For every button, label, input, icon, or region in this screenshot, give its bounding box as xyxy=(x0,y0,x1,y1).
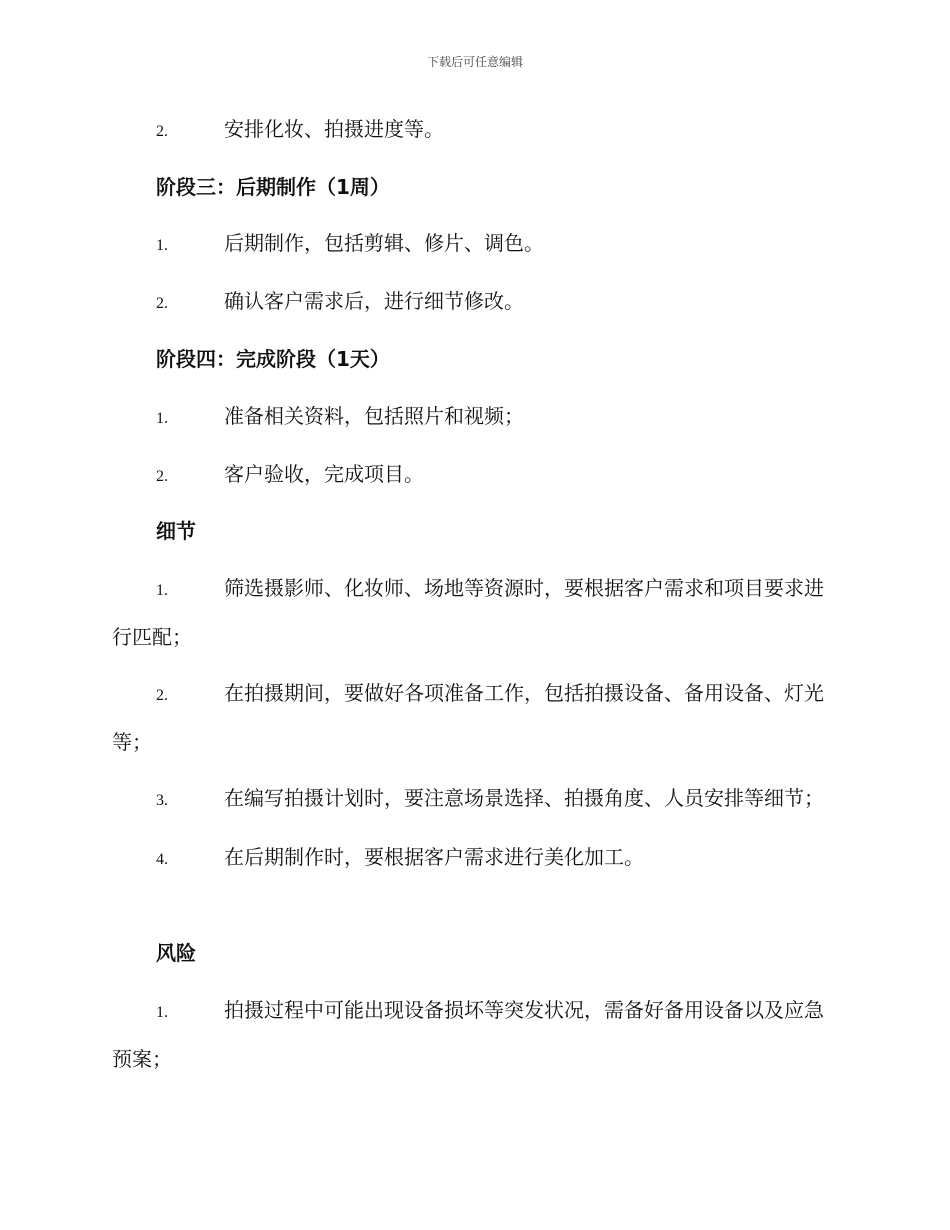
list-text: 后期制作，包括剪辑、修片、调色。 xyxy=(224,231,544,255)
list-text: 准备相关资料，包括照片和视频； xyxy=(224,404,524,428)
section-heading-risks: 风险 xyxy=(156,941,196,965)
list-number: 2. xyxy=(156,295,168,312)
list-text: 安排化妆、拍摄进度等。 xyxy=(224,117,444,141)
list-item xyxy=(112,220,834,278)
list-item xyxy=(112,834,834,883)
list-text: 筛选摄影师、化妆师、场地等资源时，要根据客户需求和项目要求进行匹配； xyxy=(112,576,824,649)
list-number: 2. xyxy=(156,687,168,704)
details-list xyxy=(112,565,834,883)
list-number: 1. xyxy=(156,237,168,254)
list-number: 3. xyxy=(156,792,168,809)
list-item xyxy=(112,106,834,155)
section-heading-stage-three: 阶段三：后期制作（1周） xyxy=(156,175,390,199)
list-number: 2. xyxy=(156,123,168,140)
page-header: 下载后可任意编辑 xyxy=(426,55,523,69)
list-text: 在后期制作时，要根据客户需求进行美化加工。 xyxy=(224,845,644,869)
stage-three-list xyxy=(112,220,834,327)
list-text: 客户验收，完成项目。 xyxy=(224,462,424,486)
list-item xyxy=(112,393,834,451)
list-item xyxy=(112,451,834,500)
list-item xyxy=(112,775,834,824)
list-number: 1. xyxy=(156,582,168,599)
section-heading-stage-four: 阶段四：完成阶段（1天） xyxy=(156,347,390,371)
stage-four-list xyxy=(112,393,834,500)
list-text: 在编写拍摄计划时，要注意场景选择、拍摄角度、人员安排等细节； xyxy=(224,786,824,810)
risks-list xyxy=(112,987,834,1082)
list-number: 1. xyxy=(156,1004,168,1021)
list-number: 4. xyxy=(156,851,168,868)
list-text: 确认客户需求后，进行细节修改。 xyxy=(224,289,524,313)
list-text: 拍摄过程中可能出现设备损坏等突发状况，需备好备用设备以及应急预案； xyxy=(112,998,824,1071)
list-item xyxy=(112,987,834,1082)
list-item xyxy=(112,278,834,327)
list-number: 1. xyxy=(156,410,168,427)
list-item xyxy=(112,670,834,765)
section-heading-details: 细节 xyxy=(156,519,196,543)
list-number: 2. xyxy=(156,468,168,485)
list-item xyxy=(112,565,834,660)
stage-two-continuation xyxy=(112,106,834,155)
list-text: 在拍摄期间，要做好各项准备工作，包括拍摄设备、备用设备、灯光等； xyxy=(112,681,824,754)
